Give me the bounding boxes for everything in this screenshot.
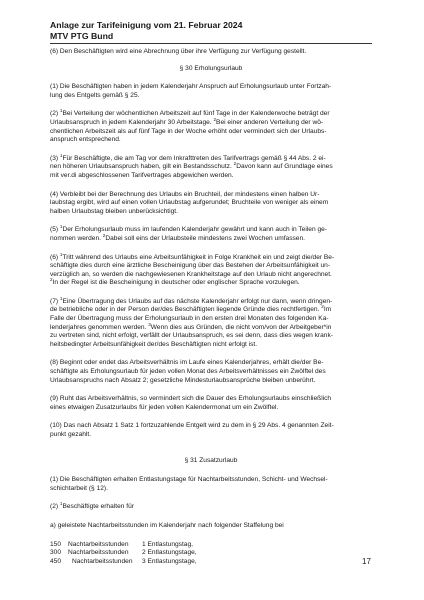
paragraph-31-1: (1) Die Beschäftigten erhalten Entlastungstage für Nachtarbeitsstunden, Schicht- und Wechsel- schichtarbeit (§ 12). [50,476,328,492]
paragraph-30-4: (4) Verbleibt bei der Berechnung des Urlaubs ein Bruchteil, der mindestens einen halben Ur- laubstag ergibt, wird auf einen vollen Urlaubstag aufgerundet; Bruchteile von weniger als einem halben Urlaubstag bleiben unberücksichtigt. [50,190,329,215]
paragraph-30-8: (8) Beginnt oder endet das Arbeitsverhältnis im Laufe eines Kalenderjahres, erhält die/der Be- schäftigte als Erholungsurlaub für jeden vollen Monat des Arbeitsverhältnisses ein Zwölftel des Urlaubsanspruchs nach Absatz 2; gesetzliche Mindesturlaubsansprüche bleiben unberührt. [50,359,326,384]
paragraph-31-2: (2) $^1$Beschäftigte erhalten für [50,501,134,511]
section-30-heading: § 30 Erholungsurlaub [179,64,243,72]
paragraph-30-7: (7) $^1$Eine Übertragung des Urlaubs auf das nächste Kalenderjahr erfolgt nur dann, wenn dringen- de betriebliche oder in der Person der/des Beschäftigten liegende Gründe dies rechtfertigen. $^2$Im Falle der Übertragung muss der Erholungsurlaub in den ersten drei Monaten des folgenden Ka- lenderjahres genommen werden. $^3$Wenn dies aus Gründen, die nicht vom/von der Arbeitgeber*in zu vertreten sind, nicht erfolgt, verfällt der Urlaubsanspruch, es sei denn, dass dies wegen krank- heitsbedingter Arbeitsunfähigkeit der/des Beschäftigten nicht erfolgt ist. [50,295,333,348]
paragraph-30-5: (5) $^1$Der Erholungsurlaub muss im laufenden Kalenderjahr gewährt und kann auch in Teilen ge- nommen werden. $^2$Dabei soll eins der Urlaubsteile mindestens zwei Wochen umfassen. [50,224,327,242]
paragraph-30-1: (1) Die Beschäftigten haben in jedem Kalenderjahr Anspruch auf Erholungsurlaub unter Fortzah- lung des Entgelts gemäß § 25. [50,83,332,99]
staffel-table [50,541,197,567]
paragraph-30-9: (9) Ruht das Arbeitsverhältnis, so vermindert sich die Dauer des Erholungsurlaubs einschließlich eines etwaigen Zusatzurlaubs für jeden vollen Kalendermonat um ein Zwölftel. [50,395,332,411]
header-subtitle: MTV PTG Bund [50,30,114,41]
paragraph-31-2a: a) geleistete Nachtarbeitsstunden im Kalenderjahr nach folgender Staffelung bei [50,521,284,529]
document-body [50,48,372,566]
table-row: 150 Nachtarbeitsstunden 1 Entlastungstag, [50,540,193,548]
header-rule [50,43,372,44]
paragraph-30-3: (3) $^1$Für Beschäftigte, die am Tag vor dem Inkrafttreten des Tarifvertrags gemäß § 44 Abs. 2 ei- nen höheren Urlaubsanspruch haben, gilt ein Bestandsschutz. $^2$Davon kann auf Grundlage eines mit ver.di abgeschlossenen Tarifvertrages abgewichen werden. [50,152,333,179]
paragraph-30-2: (2) $^1$Bei Verteilung der wöchentlichen Arbeitszeit auf fünf Tage in der Kalenderwoche beträgt der Urlaubsanspruch in jedem Kalenderjahr 30 Arbeitstage. $^2$Bei einer anderen Verteilung der wö- chentlichen Arbeitszeit als auf fünf Tage in der Woche erhöht oder vermindert sich der Urlaubs- anspruch entsprechend. [50,108,330,144]
section-31-heading: § 31 Zusatzurlaub [184,456,238,464]
paragraph-30-6-prev: (6) Den Beschäftigten wird eine Abrechnung über ihre Verfügung zur Verfügung gestellt. [50,48,307,55]
table-row: 300 Nachtarbeitsstunden 2 Entlastungstage, [50,549,197,557]
header-title: Anlage zur Tarifeinigung vom 21. Februar 2024 [50,20,243,30]
paragraph-30-10: (10) Das nach Absatz 1 Satz 1 fortzuzahlende Entgelt wird zu dem in § 29 Abs. 4 genannten Zeit- punkt gezahlt. [50,422,334,438]
table-row: 450 Nachtarbeitsstunden 3 Entlastungstage, [50,557,197,565]
page-number: 17 [362,557,371,566]
paragraph-30-6: (6) $^1$Tritt während des Urlaubs eine Arbeitsunfähigkeit in Folge Krankheit ein und zeigt die/der Be- schäftigte dies durch eine ärztliche Bescheinigung über das Bestehen der Arbeitsunfähigkeit un- verzüglich an, so werden die nachgewiesenen Krankheitstage auf den Urlaub nicht angerechnet. $^2$In der Regel ist die Bescheinigung in deutscher oder englischer Sprache vorzulegen. [50,251,335,287]
document-header [50,20,242,41]
